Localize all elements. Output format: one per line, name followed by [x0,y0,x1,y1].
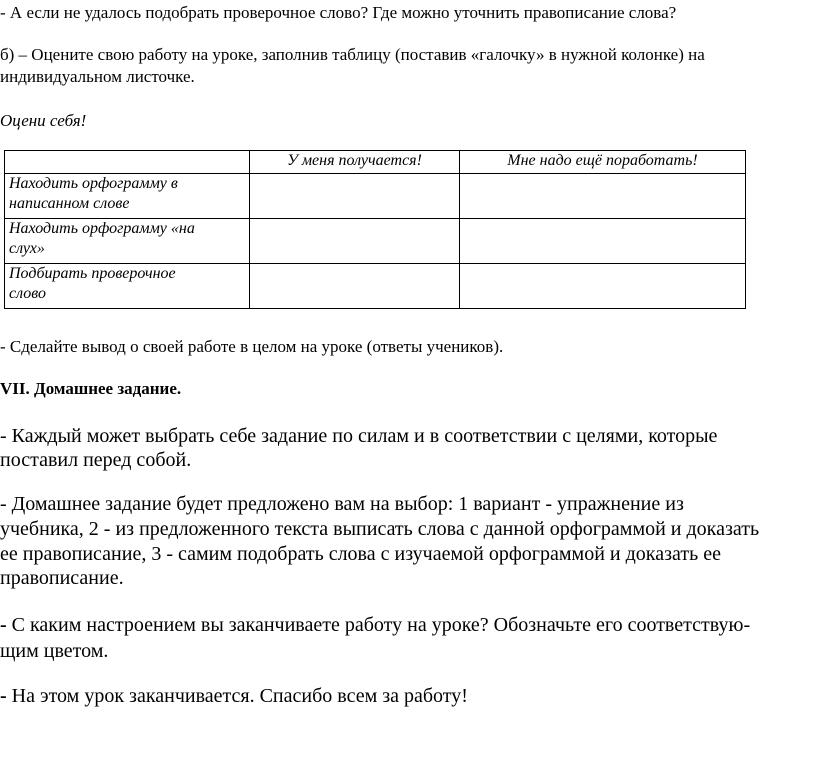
table-row-label [5,174,250,219]
table-row-label-line: слух» [9,240,45,257]
table-cell-checkbox[interactable] [460,174,746,219]
paragraph-1-line-2: поставил перед собой. [0,449,192,471]
table-row-label [5,264,250,309]
paragraph-2-line-4: правописание. [0,567,124,589]
table-cell-checkbox[interactable] [250,219,460,264]
table-row [5,219,746,264]
homework-heading: VII. Домашнее задание. [0,379,182,398]
table-header-empty [5,151,250,174]
self-assessment-table [4,150,746,309]
table-row-label-line: Подбирать проверочное [9,265,176,282]
paragraph-2-line-2: учебника, 2 - из предложенного текста выписать слова с данной орфограммой и доказать [0,518,760,540]
table-cell-checkbox[interactable] [250,174,460,219]
table-row-label-line: слово [9,285,47,302]
table-row [5,174,746,219]
table-cell-checkbox[interactable] [250,264,460,309]
question-line: - А если не удалось подобрать проверочное слово? Где можно уточнить правописание слова? [0,3,677,22]
table-row-label-line: написанном слове [9,195,130,212]
paragraph-4-dash: - [0,685,12,707]
conclusion-line: - Сделайте вывод о своей работе в целом на уроке (ответы учеников). [0,337,504,356]
table-header-success: У меня получается! [250,151,460,174]
paragraph-2-line-1: - Домашнее задание будет предложено вам на выбор: 1 вариант - упражнение из [0,493,684,515]
self-eval-title: Оцени себя! [0,111,87,130]
table-row-label-line: Находить орфограмму «на [9,220,195,237]
paragraph-4-text: На этом урок заканчивается. Спасибо всем за работу! [11,685,468,707]
paragraph-3-line-2: щим цветом. [0,640,109,662]
paragraph-3-line-1 [0,613,750,638]
table-header-work-more: Мне надо ещё поработать! [460,151,746,174]
table-cell-checkbox[interactable] [460,264,746,309]
paragraph-4-line-1 [0,684,468,709]
table-row-label-line: Находить орфограмму в [9,175,178,192]
instruction-b-line-2: индивидуальном листочке. [0,67,195,86]
paragraph-2-line-3: ее правописание, 3 - самим подобрать слова с изучаемой орфограммой и доказать ее [0,543,721,565]
table-row-label [5,219,250,264]
paragraph-3-dash: - [0,614,12,636]
paragraph-1-line-1: - Каждый может выбрать себе задание по силам и в соответствии с целями, которые [0,425,718,447]
table-header-row [5,151,746,174]
table-cell-checkbox[interactable] [460,219,746,264]
paragraph-3-text: С каким настроением вы заканчиваете работу на уроке? Обозначьте его соответствую- [11,614,751,636]
instruction-b-line-1: б) – Оцените свою работу на уроке, заполнив таблицу (поставив «галочку» в нужной колонке) на [0,45,705,64]
table-row [5,264,746,309]
